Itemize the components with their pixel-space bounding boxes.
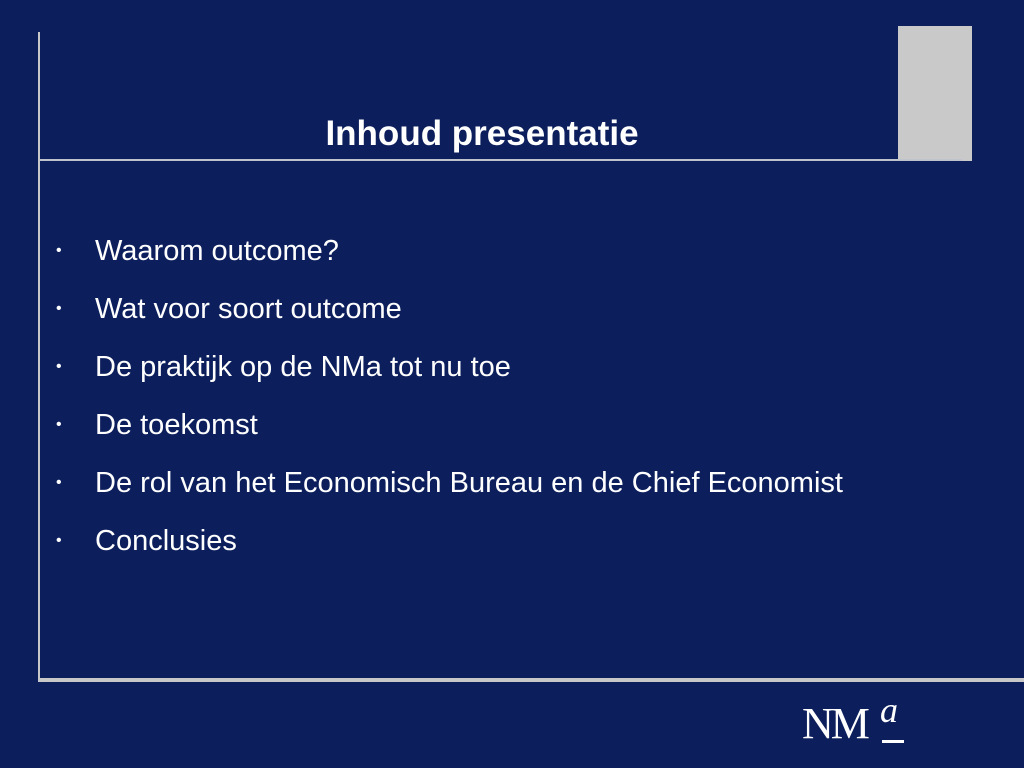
bullet-text: Wat voor soort outcome [95,293,402,325]
bullet-text: Waarom outcome? [95,235,339,267]
logo-underline [882,740,904,743]
slide-title: Inhoud presentatie [325,114,639,153]
bullet-icon: • [56,474,62,491]
logo-accent-text: a [880,690,898,730]
list-item [56,286,856,332]
bullet-text: De praktijk op de NMa tot nu toe [95,351,511,383]
list-item [56,344,856,390]
logo-main-text: NM [802,699,867,748]
bullet-text: Conclusies [95,525,237,557]
bullet-icon: • [56,416,62,433]
bullet-text: De toekomst [95,409,258,441]
bullet-icon: • [56,242,62,259]
bottom-rule [40,678,1024,682]
bullet-text: De rol van het Economisch Bureau en de Chief Economist [95,467,843,499]
nma-logo [802,690,912,752]
title-underline-rule [40,159,962,161]
list-item [56,402,856,448]
bullet-list [56,228,856,576]
bullet-icon: • [56,532,62,549]
list-item [56,228,856,274]
bullet-icon: • [56,300,62,317]
bullet-icon: • [56,358,62,375]
list-item [56,518,856,564]
list-item [56,460,856,506]
